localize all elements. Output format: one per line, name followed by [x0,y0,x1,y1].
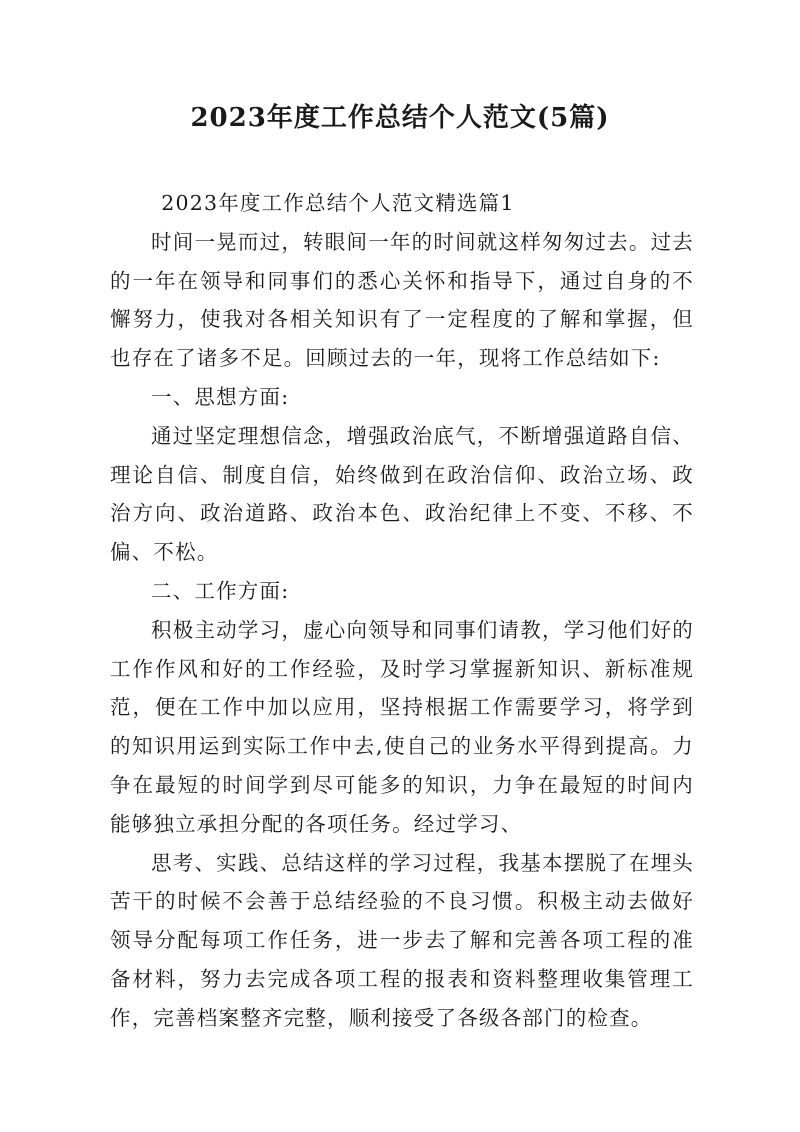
paragraph-work-practice: 思考、实践、总结这样的学习过程，我基本摆脱了在埋头苦干的时候不会善于总结经验的不良习惯。积极主动去做好领导分配每项工作任务，进一步去了解和完善各项工程的准备材料，努力去完成各项工程的报表和资料整理收集管理工作，完善档案整齐完整，顺利接受了各级各部门的检查。 [110,850,694,1030]
section-subtitle: 2023年度工作总结个人范文精选篇1 [161,191,515,215]
heading-ideology: 一、思想方面: [151,384,290,409]
paragraph-work-learning: 积极主动学习，虚心向领导和同事们请教，学习他们好的工作作风和好的工作经验，及时学习掌握新知识、新标准规范，便在工作中加以应用，坚持根据工作需要学习，将学到的知识用运到实际工作中去,使自己的业务水平得到提高。力争在最短的时间学到尽可能多的知识，力争在最短的时间内能够独立承担分配的各项任务。经过学习、 [110,617,694,836]
document-title: 2023年度工作总结个人范文(5篇) [190,103,610,133]
document-body [110,184,694,1038]
paragraph-ideology: 通过坚定理想信念，增强政治底气，不断增强道路自信、理论自信、制度自信，始终做到在政治信仰、政治立场、政治方向、政治道路、政治本色、政治纪律上不变、不移、不偏、不松。 [110,423,694,565]
paragraph-intro: 时间一晃而过，转眼间一年的时间就这样匆匆过去。过去的一年在领导和同事们的悉心关怀和指导下，通过自身的不懈努力，使我对各相关知识有了一定程度的了解和掌握，但也存在了诸多不足。回顾过去的一年，现将工作总结如下: [110,229,694,371]
heading-work: 二、工作方面: [151,578,290,603]
